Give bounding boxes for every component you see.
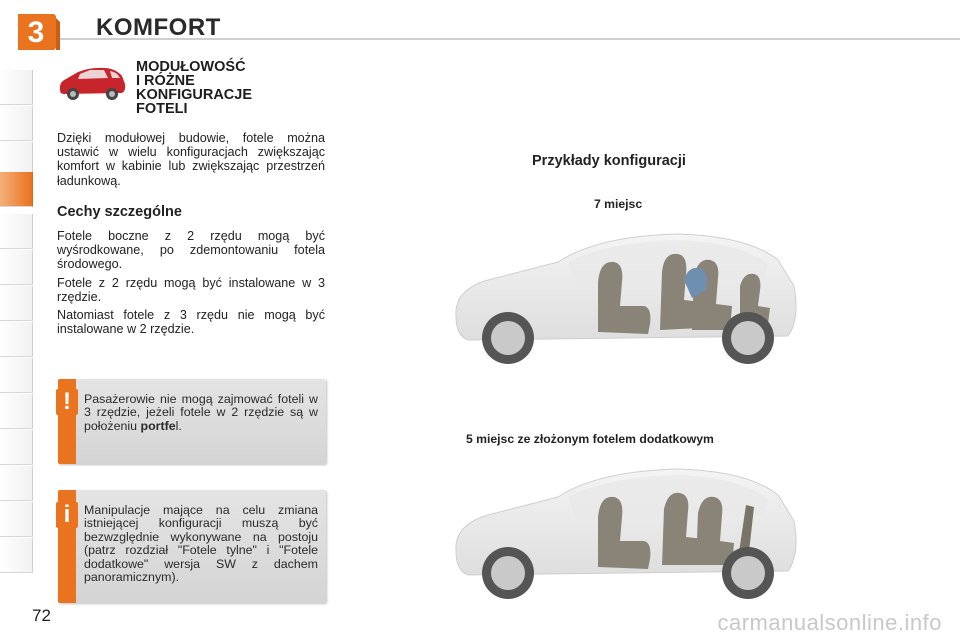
warning-note-text: Pasażerowie nie mogą zajmować foteli w 3 rzędzie, jeżeli fotele w 2 rzędzie są w położeniu portfel. <box>84 392 318 433</box>
chapter-number: 3 <box>27 16 45 49</box>
chapter-tab-11[interactable] <box>0 430 33 465</box>
examples-title: Przykłady konfiguracji <box>532 153 686 169</box>
chapter-tab-5[interactable] <box>0 214 33 249</box>
feature-paragraph: Fotele boczne z 2 rzędu mogą być wyśrodkowane, po zdemontowaniu fotela środowego. <box>57 229 325 272</box>
chapter-tab-14[interactable] <box>0 538 33 573</box>
car-icon <box>56 64 128 102</box>
warning-icon: ! <box>56 389 78 415</box>
features-list <box>57 229 325 340</box>
chapter-tab-9[interactable] <box>0 358 33 393</box>
chapter-tab-2[interactable] <box>0 106 33 141</box>
chapter-tab-8[interactable] <box>0 322 33 357</box>
chapter-badge <box>14 8 60 54</box>
car-seats-7-illustration <box>448 220 808 372</box>
info-note-text: Manipulacje mające na celu zmiana istniejącej konfiguracji muszą być bezwzględnie wykonywane na postoju (patrz rozdział "Fotele tylne" i "Fotele dodatkowe" wersja SW z dachem panoramicznym). <box>84 503 318 585</box>
chapter-title: KOMFORT <box>96 14 221 41</box>
chapter-tab-13[interactable] <box>0 502 33 537</box>
warning-note <box>58 379 326 464</box>
car-seats-5-illustration <box>448 455 808 607</box>
config-2-caption: 5 miejsc ze złożonym fotelem dodatkowym <box>466 432 714 446</box>
chapter-tab-7[interactable] <box>0 286 33 321</box>
section-title: MODUŁOWOŚĆ I RÓŻNE KONFIGURACJE FOTELI <box>136 59 253 117</box>
info-icon: i <box>56 502 78 528</box>
page-number: 72 <box>32 606 51 625</box>
feature-paragraph: Fotele z 2 rzędu mogą być instalowane w 3 rzędzie. <box>57 275 325 304</box>
feature-paragraph: Natomiast fotele z 3 rzędu nie mogą być instalowane w 2 rzędzie. <box>57 308 325 337</box>
chapter-tab-10[interactable] <box>0 394 33 429</box>
info-note <box>58 490 326 603</box>
chapter-tab-active[interactable] <box>0 172 33 207</box>
chapter-tab-12[interactable] <box>0 466 33 501</box>
features-heading: Cechy szczególne <box>57 204 182 220</box>
chapter-tab-1[interactable] <box>0 70 33 105</box>
intro-paragraph: Dzięki modułowej budowie, fotele można ustawić w wielu konfiguracjach zwiększając komfort w kabinie lub zwiększając przestrzeń ładunkową. <box>57 131 325 188</box>
config-1-caption: 7 miejsc <box>594 197 643 211</box>
watermark: carmanualsonline.info <box>717 610 942 635</box>
chapter-tab-6[interactable] <box>0 250 33 285</box>
